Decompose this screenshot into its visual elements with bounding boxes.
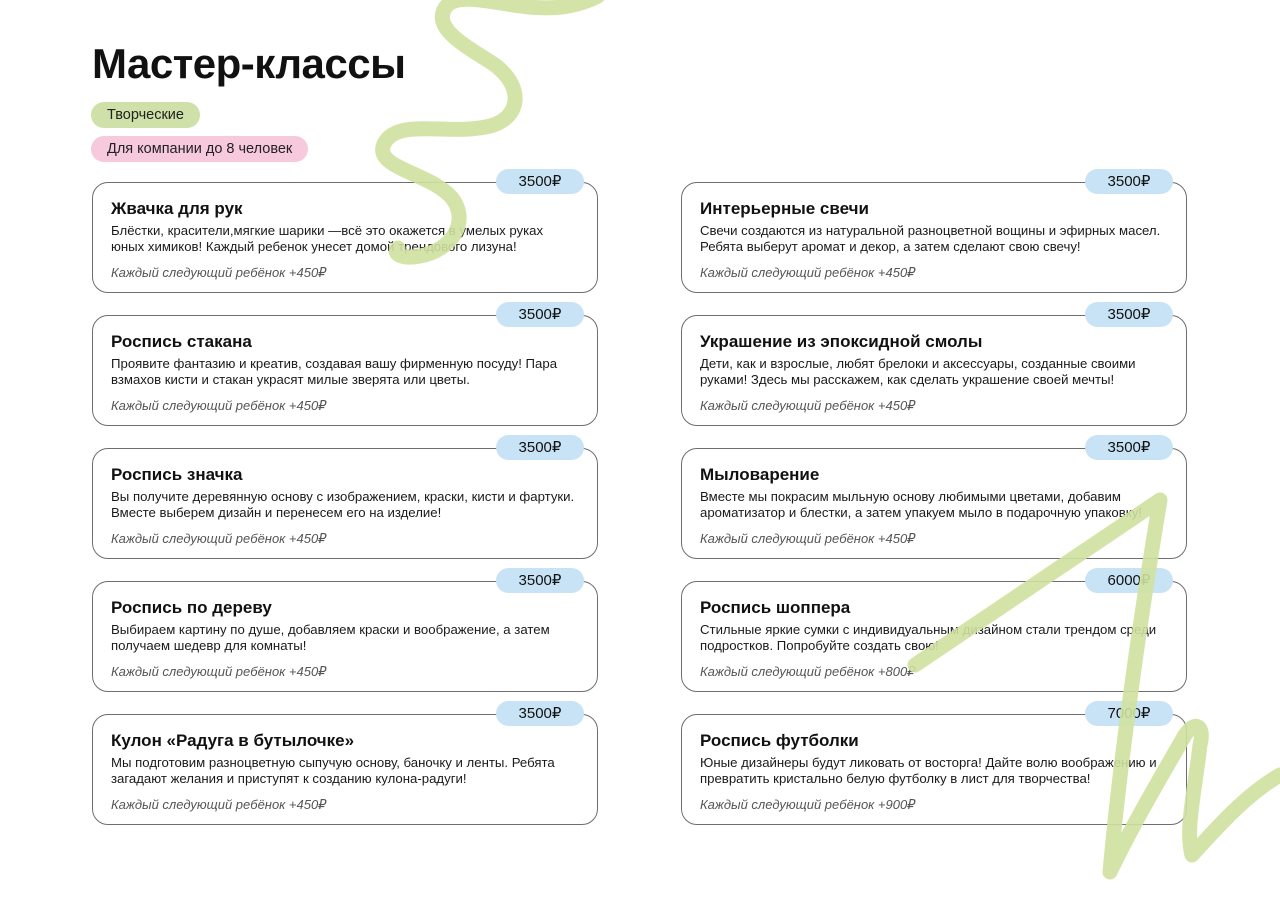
extra-child-price: Каждый следующий ребёнок +450₽: [111, 265, 327, 280]
card-title: Украшение из эпоксидной смолы: [700, 332, 983, 351]
category-tag: Творческие: [91, 102, 200, 128]
price-badge: 6000₽: [1085, 568, 1173, 593]
card-description: Дети, как и взрослые, любят брелоки и аксессуары, созданные своими руками! Здесь мы расскажем, как сделать украшение своей мечты!: [700, 356, 1136, 387]
card-description: Блёстки, красители,мягкие шарики —всё это окажется в умелых руках юных химиков! Каждый ребенок унесет домой трендового лизуна!: [111, 223, 544, 254]
card-title: Мыловарение: [700, 465, 820, 484]
card-title: Интерьерные свечи: [700, 199, 869, 218]
price-badge: 3500₽: [1085, 169, 1173, 194]
group-size-tag: Для компании до 8 человек: [91, 136, 308, 162]
card-title: Жвачка для рук: [111, 199, 243, 218]
workshop-card: [92, 173, 598, 293]
extra-child-price: Каждый следующий ребёнок +450₽: [111, 664, 327, 679]
workshop-card: [92, 572, 598, 692]
workshop-card: [92, 705, 598, 825]
card-title: Роспись по дереву: [111, 598, 272, 617]
card-title: Роспись значка: [111, 465, 243, 484]
workshop-card: [681, 306, 1187, 426]
workshop-card: [681, 173, 1187, 293]
card-title: Роспись стакана: [111, 332, 252, 351]
extra-child-price: Каждый следующий ребёнок +450₽: [700, 398, 916, 413]
price-badge: 3500₽: [496, 701, 584, 726]
card-description: Юные дизайнеры будут ликовать от восторга! Дайте волю воображению и превратить кристально белую футболку в лист для творчества!: [700, 755, 1157, 786]
workshop-card: [681, 439, 1187, 559]
price-badge: 3500₽: [496, 302, 584, 327]
workshop-card: [681, 705, 1187, 825]
extra-child-price: Каждый следующий ребёнок +900₽: [700, 797, 916, 812]
card-title: Кулон «Радуга в бутылочке»: [111, 731, 355, 750]
price-badge: 3500₽: [496, 568, 584, 593]
card-title: Роспись футболки: [700, 731, 859, 750]
card-title: Роспись шоппера: [700, 598, 851, 617]
page-title: Мастер-классы: [92, 40, 406, 87]
price-badge: 3500₽: [496, 435, 584, 460]
card-description: Мы подготовим разноцветную сыпучую основу, баночку и ленты. Ребята загадают желания и приступят к созданию кулона-радуги!: [111, 755, 555, 786]
extra-child-price: Каждый следующий ребёнок +450₽: [111, 797, 327, 812]
card-description: Вы получите деревянную основу с изображением, краски, кисти и фартуки. Вместе выберем дизайн и перенесем его на изделие!: [111, 489, 575, 520]
extra-child-price: Каждый следующий ребёнок +450₽: [700, 531, 916, 546]
price-badge: 7000₽: [1085, 701, 1173, 726]
card-description: Вместе мы покрасим мыльную основу любимыми цветами, добавим ароматизатор и блестки, а затем упакуем мыло в подарочную упаковку!: [700, 489, 1142, 520]
price-badge: 3500₽: [1085, 435, 1173, 460]
price-badge: 3500₽: [1085, 302, 1173, 327]
workshop-card: [92, 306, 598, 426]
workshop-card: [92, 439, 598, 559]
card-description: Стильные яркие сумки с индивидуальным дизайном стали трендом среди подростков. Попробуйте создать свою!: [700, 622, 1157, 653]
card-description: Проявите фантазию и креатив, создавая вашу фирменную посуду! Пара взмахов кисти и стакан украсят милые зверята или цветы.: [111, 356, 558, 387]
extra-child-price: Каждый следующий ребёнок +450₽: [111, 531, 327, 546]
workshop-card: [681, 572, 1187, 692]
card-description: Выбираем картину по душе, добавляем краски и воображение, а затем получаем шедевр для комнаты!: [111, 622, 550, 653]
extra-child-price: Каждый следующий ребёнок +450₽: [111, 398, 327, 413]
card-description: Свечи создаются из натуральной разноцветной вощины и эфирных масел. Ребята выберут аромат и декор, а затем сделают свою свечу!: [700, 223, 1161, 254]
price-badge: 3500₽: [496, 169, 584, 194]
extra-child-price: Каждый следующий ребёнок +450₽: [700, 265, 916, 280]
extra-child-price: Каждый следующий ребёнок +800₽: [700, 664, 916, 679]
